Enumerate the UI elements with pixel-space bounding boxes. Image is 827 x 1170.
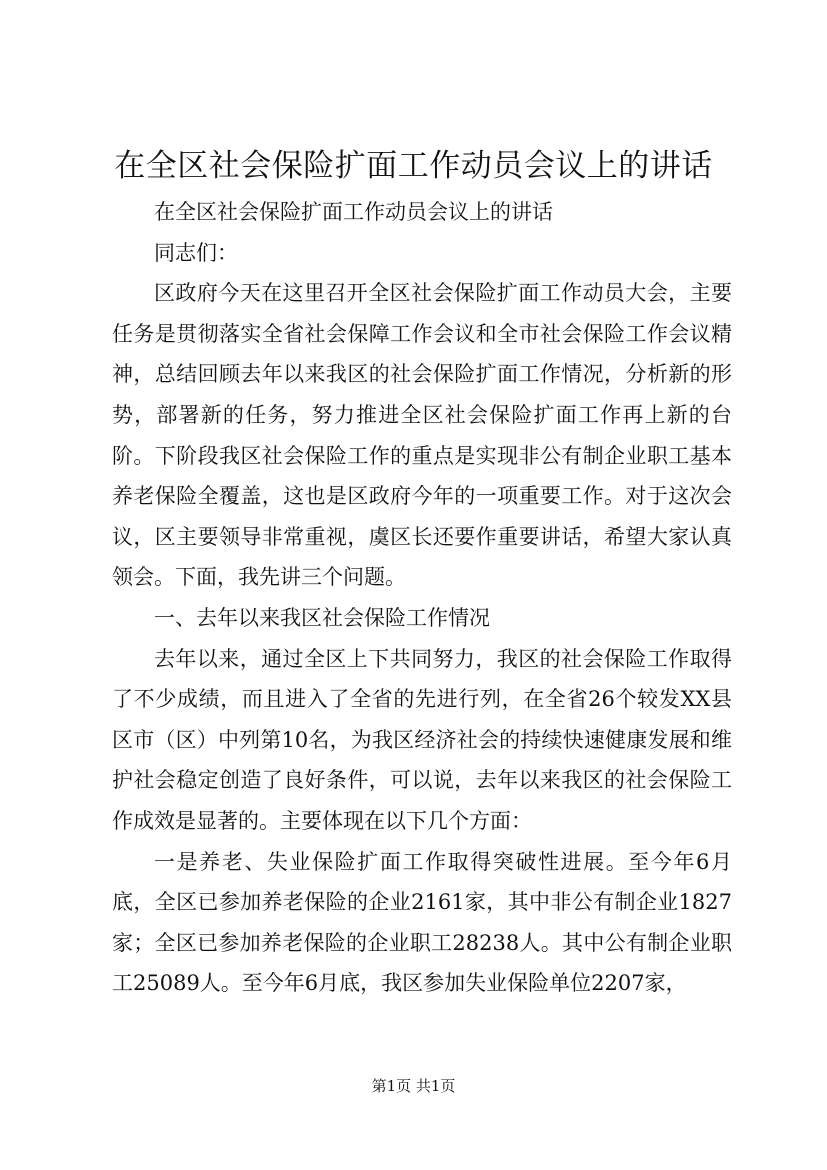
body-paragraph: 一是养老、失业保险扩面工作取得突破性进展。至今年6月底，全区已参加养老保险的企业2161家，其中非公有制企业1827家；全区已参加养老保险的企业职工28238人。其中公有制企业职工25089人。至今年6月底，我区参加失业保险单位2207家， [112,849,732,996]
section-heading: 一、去年以来我区社会保险工作情况 [154,605,490,630]
document-title: 在全区社会保险扩面工作动员会议上的讲话 [114,148,713,184]
salutation-paragraph: 同志们： [154,240,238,265]
intro-paragraph: 区政府今天在这里召开全区社会保险扩面工作动员大会，主要任务是贯彻落实全省社会保障工作会议和全市社会保险工作会议精神，总结回顾去年以来我区的社会保险扩面工作情况，分析新的形势，部署新的任务，努力推进全区社会保险扩面工作再上新的台阶。下阶段我区社会保险工作的重点是实现非公有制企业职工基本养老保险全覆盖，这也是区政府今年的一项重要工作。对于这次会议，区主要领导非常重视，虞区长还要作重要讲话，希望大家认真领会。下面，我先讲三个问题。 [112,281,732,590]
page-footer: 第1页 共1页 [371,1077,456,1095]
document-body [112,192,732,1004]
subtitle-paragraph: 在全区社会保险扩面工作动员会议上的讲话 [154,200,553,224]
body-paragraph: 去年以来，通过全区上下共同努力，我区的社会保险工作取得了不少成绩，而且进入了全省的先进行列，在全省26个较发XX县区市（区）中列第10名，为我区经济社会的持续快速健康发展和维护社会稳定创造了良好条件，可以说，去年以来我区的社会保险工作成效是显著的。主要体现在以下几个方面： [112,646,732,833]
